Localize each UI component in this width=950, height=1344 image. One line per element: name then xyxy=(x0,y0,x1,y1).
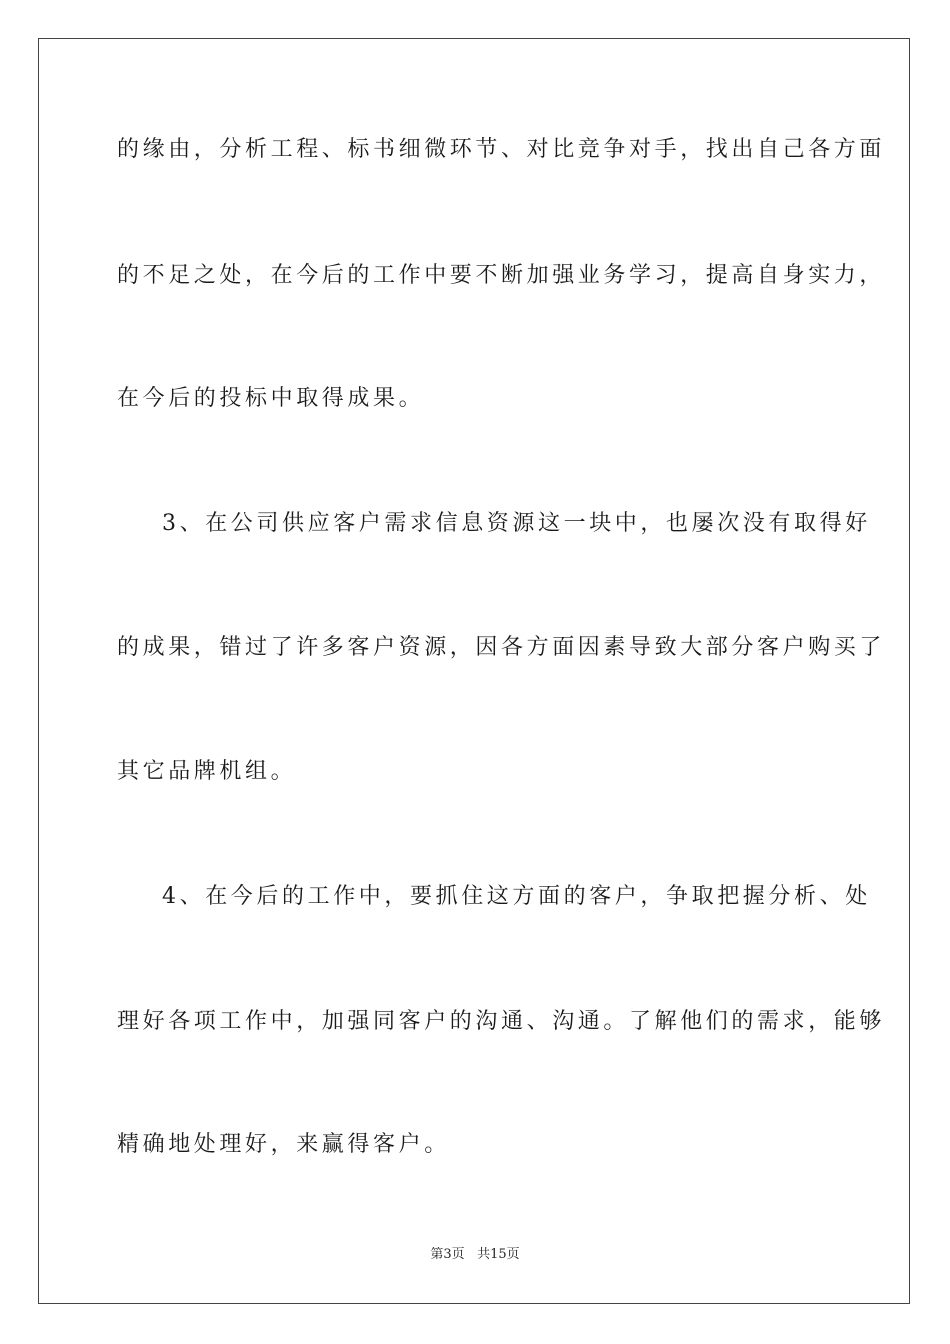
body-line-1: 的缘由，分析工程、标书细微环节、对比竞争对手，找出自己各方面 xyxy=(117,137,886,162)
body-line-8: 理好各项工作中，加强同客户的沟通、沟通。了解他们的需求，能够 xyxy=(117,1009,886,1034)
body-line-2: 的不足之处，在今后的工作中要不断加强业务学习，提高自身实力， xyxy=(117,263,886,288)
page-footer xyxy=(0,1243,950,1262)
page-frame xyxy=(38,38,910,1304)
body-line-9: 精确地处理好，来赢得客户。 xyxy=(117,1132,450,1157)
body-line-6: 其它品牌机组。 xyxy=(117,759,297,784)
paragraph-3-line-1: 3、在公司供应客户需求信息资源这一块中，也屡次没有取得好 xyxy=(162,511,871,536)
body-line-3: 在今后的投标中取得成果。 xyxy=(117,386,425,411)
paragraph-4-line-1: 4、在今后的工作中，要抓住这方面的客户，争取把握分析、处 xyxy=(162,884,871,909)
page-number: 第3页 xyxy=(430,1247,465,1262)
page-total: 共15页 xyxy=(477,1247,520,1262)
body-line-5: 的成果，错过了许多客户资源，因各方面因素导致大部分客户购买了 xyxy=(117,635,886,660)
